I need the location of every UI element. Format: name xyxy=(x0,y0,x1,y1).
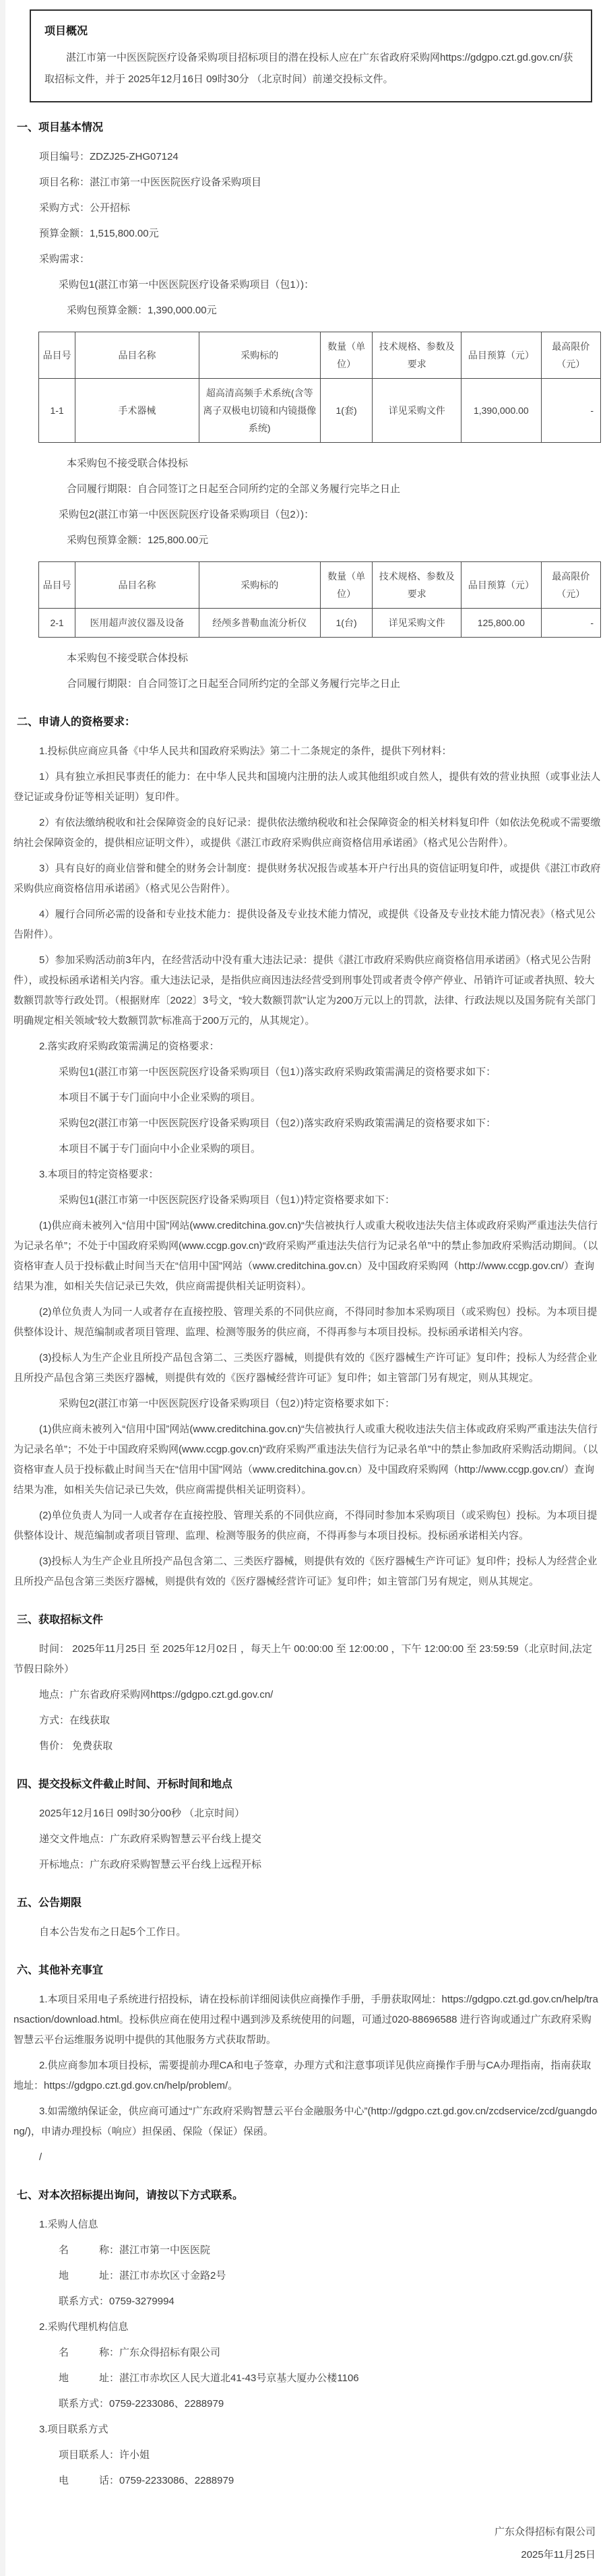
cell-item-name: 手术器械 xyxy=(75,379,199,443)
signature-date: 2025年11月25日 xyxy=(521,2549,596,2560)
header-subject: 采购标的 xyxy=(199,332,320,379)
section-heading-submission: 四、提交投标文件截止时间、开标时间和地点 xyxy=(17,1779,233,1790)
qualification-item: 4）履行合同所必需的设备和专业技术能力：提供设备及专业技术能力情况，或提供《设备及专业技术能力情况表》（格式见公告附件）。 xyxy=(13,909,596,940)
table-header-row xyxy=(39,562,601,609)
cell-item-budget: 125,800.00 xyxy=(461,609,541,638)
project-contact-person: 项目联系人：许小姐 xyxy=(59,2449,150,2461)
qualification-item: (2)单位负责人为同一人或者存在直接控股、管理关系的不同供应商，不得同时参加本采购项目（或采购包）投标。为本项目提供整体设计、规范编制或者项目管理、监理、检测等服务的供应商，不得再参与本项目投标。投标函承诺相关内容。 xyxy=(13,1510,598,1541)
other-matter-item: 2.供应商参加本项目投标，需要提前办理CA和电子签章，办理方式和注意事项详见供应商操作手册与CA办理指南，指南获取地址：https://gdgpo.czt.gd.gov.cn/help/problem/。 xyxy=(13,2060,592,2091)
agency-name: 名 称：广东众得招标有限公司 xyxy=(59,2347,221,2358)
qualification-item: 2.落实政府采购政策需满足的资格要求： xyxy=(39,1041,220,1052)
agency-address: 地 址：湛江市赤坎区人民大道北41-43号京基大厦办公楼1106 xyxy=(59,2372,359,2384)
package1-intro: 采购包1(湛江市第一中医医院医疗设备采购项目（包1）)： xyxy=(59,279,315,290)
qualification-item: 3.本项目的特定资格要求： xyxy=(39,1169,159,1180)
package2-contract-term: 合同履行期限：自合同签订之日起至合同所约定的全部义务履行完毕之日止 xyxy=(67,678,401,689)
header-price-cap: 最高限价（元） xyxy=(541,332,600,379)
section-heading-qualification: 二、申请人的资格要求： xyxy=(17,716,136,728)
qualification-item: 1.投标供应商应具备《中华人民共和国政府采购法》第二十二条规定的条件，提供下列材料： xyxy=(39,745,452,757)
obtain-price: 售价： 免费获取 xyxy=(39,1740,113,1752)
cell-subject: 经颅多普勒血流分析仪 xyxy=(199,609,320,638)
project-name: 项目名称：湛江市第一中医医院医疗设备采购项目 xyxy=(39,177,262,188)
submission-place: 递交文件地点：广东政府采购智慧云平台线上提交 xyxy=(39,1833,262,1845)
qualification-item: 5）参加采购活动前3年内，在经营活动中没有重大违法记录：提供《湛江市政府采购供应商资格信用承诺函》（格式见公告附件），或投标函承诺相关内容。重大违法记录，是指供应商因违法经营受到刑事处罚或者责令停产停业、吊销许可证或者执照、较大数额罚款等行政处罚。（根据财库〔2022〕3号文，“较大数额罚款”认定为200万元以上的罚款，法律、行政法规以及国务院有关部门明确规定相关领域“较大数额罚款”标准高于200万元的，从其规定）。 xyxy=(13,954,596,1026)
qualification-item: (2)单位负责人为同一人或者存在直接控股、管理关系的不同供应商，不得同时参加本采购项目（或采购包）投标。为本项目提供整体设计、规范编制或者项目管理、监理、检测等服务的供应商，不得再参与本项目投标。投标函承诺相关内容。 xyxy=(13,1306,598,1338)
section-heading-contact: 七、对本次招标提出询问，请按以下方式联系。 xyxy=(17,2190,244,2201)
other-matter-item: / xyxy=(39,2151,42,2163)
purchaser-info-label: 1.采购人信息 xyxy=(39,2219,98,2230)
cell-price-cap: - xyxy=(541,609,600,638)
cell-quantity: 1(台) xyxy=(320,609,373,638)
obtain-place: 地点：广东省政府采购网https://gdgpo.czt.gd.gov.cn/ xyxy=(39,1689,274,1700)
section-heading-other-matters: 六、其他补充事宜 xyxy=(17,1965,104,1976)
table-header-row xyxy=(39,332,601,379)
procurement-method: 采购方式：公开招标 xyxy=(39,202,131,214)
obtain-way: 方式：在线获取 xyxy=(39,1715,110,1726)
qualification-item: (3)投标人为生产企业且所投产品包含第二、三类医疗器械，则提供有效的《医疗器械生产许可证》复印件；投标人为经营企业且所投产品包含第三类医疗器械，则提供有效的《医疗器械经营许可证》复印件；如主管部门另有规定，则从其规定。 xyxy=(13,1352,598,1384)
project-contact-phone: 电 话：0759-2233086、2288979 xyxy=(59,2475,234,2486)
project-overview-box xyxy=(30,9,592,102)
package1-no-consortium: 本采购包不接受联合体投标 xyxy=(67,458,189,469)
qualification-item: 3）具有良好的商业信誉和健全的财务会计制度：提供财务状况报告或基本开户行出具的资信证明复印件，或提供《湛江市政府采购供应商资格信用承诺函》（格式见公告附件）。 xyxy=(13,863,601,894)
package2-intro: 采购包2(湛江市第一中医医院医疗设备采购项目（包2）)： xyxy=(59,509,315,520)
qualification-item: 2）有依法缴纳税收和社会保障资金的良好记录：提供依法缴纳税收和社会保障资金的相关材料复印件（如依法免税或不需要缴纳社会保障资金的，提供相应证明文件），或提供《湛江市政府采购供应商资格信用承诺函》（格式见公告附件）。 xyxy=(13,817,601,849)
qualification-item: 本项目不属于专门面向中小企业采购的项目。 xyxy=(59,1143,261,1155)
header-item-no: 品目号 xyxy=(39,332,75,379)
table-row xyxy=(39,609,601,638)
cell-subject: 超高清高频手术系统(含等离子双极电切镜和内镜摄像系统) xyxy=(199,379,320,443)
table-row xyxy=(39,379,601,443)
package1-contract-term: 合同履行期限：自合同签订之日起至合同所约定的全部义务履行完毕之日止 xyxy=(67,483,401,495)
submission-deadline: 2025年12月16日 09时30分00秒 （北京时间） xyxy=(39,1808,245,1819)
header-subject: 采购标的 xyxy=(199,562,320,609)
purchaser-phone: 联系方式：0759-3279994 xyxy=(59,2296,174,2307)
section-heading-obtain-documents: 三、获取招标文件 xyxy=(17,1614,104,1626)
header-item-name: 品目名称 xyxy=(75,332,199,379)
header-spec: 技术规格、参数及要求 xyxy=(373,332,461,379)
qualification-item: 1）具有独立承担民事责任的能力：在中华人民共和国境内注册的法人或其他组织或自然人，提供有效的营业执照（或事业法人登记证或身份证等相关证明）复印件。 xyxy=(13,771,601,803)
cell-spec: 详见采购文件 xyxy=(373,609,461,638)
package2-items-table xyxy=(38,561,601,638)
budget-amount: 预算金额：1,515,800.00元 xyxy=(39,228,159,239)
overview-title: 项目概况 xyxy=(44,26,88,37)
purchaser-name: 名 称：湛江市第一中医医院 xyxy=(59,2244,211,2256)
overview-text: 湛江市第一中医医院医疗设备采购项目招标项目的潜在投标人应在广东省政府采购网https://gdgpo.czt.gd.gov.cn/获取招标文件，并于 2025年12月16日 09时30分 （北京时间）前递交投标文件。 xyxy=(44,52,573,85)
cell-item-name: 医用超声波仪器及设备 xyxy=(75,609,199,638)
qualification-item: 本项目不属于专门面向中小企业采购的项目。 xyxy=(59,1092,261,1103)
header-quantity: 数量（单位） xyxy=(320,562,373,609)
cell-item-no: 1-1 xyxy=(39,379,75,443)
demand-label: 采购需求： xyxy=(39,253,90,265)
package2-no-consortium: 本采购包不接受联合体投标 xyxy=(67,652,189,664)
qualification-item: (1)供应商未被列入“信用中国”网站(www.creditchina.gov.cn)“失信被执行人或重大税收违法失信主体或政府采购严重违法失信行为记录名单”；不处于中国政府采购网(www.ccgp.gov.cn)“政府采购严重违法失信行为记录名单”中的禁止参加政府采购活动期间。（以资格审查人员于投标截止时间当天在“信用中国”网站（www.creditchina.gov.cn）及中国政府采购网（http://www.ccgp.gov.cn/）查询结果为准，如相关失信记录已失效，供应商需提供相关证明资料）。 xyxy=(13,1220,598,1292)
project-number: 项目编号：ZDZJ25-ZHG07124 xyxy=(39,151,179,162)
agency-info-label: 2.采购代理机构信息 xyxy=(39,2321,129,2333)
signature-block xyxy=(13,2494,601,2576)
project-contact-label: 3.项目联系方式 xyxy=(39,2424,108,2435)
header-item-name: 品目名称 xyxy=(75,562,199,609)
agency-phone: 联系方式：0759-2233086、2288979 xyxy=(59,2398,224,2410)
package1-budget: 采购包预算金额：1,390,000.00元 xyxy=(67,305,217,316)
header-spec: 技术规格、参数及要求 xyxy=(373,562,461,609)
obtain-time: 时间： 2025年11月25日 至 2025年12月02日 ，每天上午 00:00:00 至 12:00:00 ，下午 12:00:00 至 23:59:59（北京时间,法定节假日除外） xyxy=(13,1643,592,1675)
qualification-item: (3)投标人为生产企业且所投产品包含第二、三类医疗器械，则提供有效的《医疗器械生产许可证》复印件；投标人为经营企业且所投产品包含第三类医疗器械，则提供有效的《医疗器械经营许可证》复印件；如主管部门另有规定，则从其规定。 xyxy=(13,1556,598,1587)
bid-opening-place: 开标地点：广东政府采购智慧云平台线上远程开标 xyxy=(39,1859,262,1870)
header-item-no: 品目号 xyxy=(39,562,75,609)
purchaser-address: 地 址：湛江市赤坎区寸金路2号 xyxy=(59,2270,226,2281)
qualification-item: (1)供应商未被列入“信用中国”网站(www.creditchina.gov.cn)“失信被执行人或重大税收违法失信主体或政府采购严重违法失信行为记录名单”；不处于中国政府采购网(www.ccgp.gov.cn)“政府采购严重违法失信行为记录名单”中的禁止参加政府采购活动期间。（以资格审查人员于投标截止时间当天在“信用中国”网站（www.creditchina.gov.cn）及中国政府采购网（http://www.ccgp.gov.cn/）查询结果为准，如相关失信记录已失效，供应商需提供相关证明资料）。 xyxy=(13,1423,598,1496)
section-heading-basic-info: 一、项目基本情况 xyxy=(17,122,104,133)
cell-item-budget: 1,390,000.00 xyxy=(461,379,541,443)
cell-item-no: 2-1 xyxy=(39,609,75,638)
section-heading-notice-period: 五、公告期限 xyxy=(17,1897,82,1909)
package2-budget: 采购包预算金额：125,800.00元 xyxy=(67,534,209,546)
qualification-item: 采购包2(湛江市第一中医医院医疗设备采购项目（包2）)特定资格要求如下： xyxy=(59,1398,395,1409)
cell-quantity: 1(套) xyxy=(320,379,373,443)
qualification-item: 采购包1(湛江市第一中医医院医疗设备采购项目（包1）)落实政府采购政策需满足的资格要求如下： xyxy=(59,1066,497,1078)
header-item-budget: 品目预算（元） xyxy=(461,332,541,379)
header-item-budget: 品目预算（元） xyxy=(461,562,541,609)
qualification-item: 采购包1(湛江市第一中医医院医疗设备采购项目（包1）)特定资格要求如下： xyxy=(59,1194,395,1206)
header-price-cap: 最高限价（元） xyxy=(541,562,600,609)
notice-period-text: 自本公告发布之日起5个工作日。 xyxy=(39,1926,187,1938)
qualification-item: 采购包2(湛江市第一中医医院医疗设备采购项目（包2）)落实政府采购政策需满足的资格要求如下： xyxy=(59,1117,497,1129)
cell-spec: 详见采购文件 xyxy=(373,379,461,443)
signature-org: 广东众得招标有限公司 xyxy=(494,2526,596,2538)
other-matter-item: 1.本项目采用电子系统进行招投标，请在投标前详细阅读供应商操作手册，手册获取网址：https://gdgpo.czt.gd.gov.cn/help/transaction/download.html。投标供应商在使用过程中遇到涉及系统使用的问题，可通过020-88696588 进行咨询或通过广东政府采购智慧云平台运维服务说明中提供的其他服务方式获取帮助。 xyxy=(13,1994,598,2046)
cell-price-cap: - xyxy=(541,379,600,443)
other-matter-item: 3.如需缴纳保证金，供应商可通过“广东政府采购智慧云平台金融服务中心”(http://gdgpo.czt.gd.gov.cn/zcdservice/zcd/guangdong/)，申请办理投标（响应）担保函、保险（保证）保函。 xyxy=(13,2106,598,2137)
package1-items-table xyxy=(38,332,601,443)
header-quantity: 数量（单位） xyxy=(320,332,373,379)
